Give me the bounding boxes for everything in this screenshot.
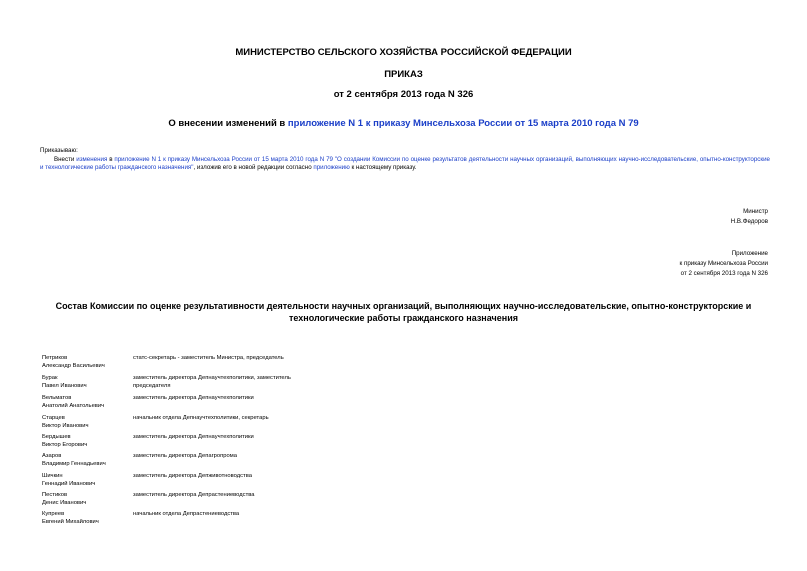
member-position: заместитель директора Депживотноводства <box>133 473 252 479</box>
member-name: Петриков Александр Васильевич <box>42 355 105 370</box>
order-word: Приказываю: <box>40 147 78 154</box>
commission-title-line1: Состав Комиссии по оценке результативности деятельности научных организаций, выполняющих научно-исследовательские, опытно-конструкторские и <box>55 301 752 311</box>
member-name: Азаров Владимир Геннадьевич <box>42 453 106 468</box>
appendix-link[interactable]: приложению <box>313 164 350 171</box>
order-paragraph <box>40 156 770 172</box>
member-name: Купреев Евгений Михайлович <box>42 511 99 526</box>
member-name: Старцев Виктор Иванович <box>42 415 89 430</box>
member-name: Шичкин Геннадий Иванович <box>42 473 96 488</box>
member-position: начальник отдела Депрастениеводства <box>133 511 240 517</box>
appendix-note-line1: Приложение <box>731 250 768 257</box>
changes-link[interactable]: изменения <box>76 156 108 163</box>
member-position: заместитель директора Депагропрома <box>133 453 237 459</box>
member-position: заместитель директора Депнаучтехполитики <box>133 395 254 401</box>
paragraph-word: Внести <box>54 156 77 163</box>
appendix-order-link[interactable]: приложение N 1 к приказу Минсельхоза России от 15 марта 2010 года N 79 "О создании Комиссии по оценке результатов деятельности научных организаций, выполняющих научно-исследовательские, опытно-конструкторские и технологические работы гражданского назначения" <box>40 156 770 171</box>
member-position: начальник отдела Депнаучтехполитики, секретарь <box>133 415 269 421</box>
member-position: заместитель директора Депрастениеводства <box>133 492 255 498</box>
document-type: ПРИКАЗ <box>384 69 423 80</box>
document-date-number: от 2 сентября 2013 года N 326 <box>333 89 474 100</box>
member-position: заместитель директора Депнаучтехполитики <box>133 434 254 440</box>
paragraph-mid: в <box>107 156 115 163</box>
paragraph-after: , изложив его в новой редакции согласно <box>193 164 314 171</box>
signature-title: Министр <box>743 208 768 215</box>
member-name: Бердышев Виктор Егорович <box>42 434 88 449</box>
member-name: Вельматов Анатолий Анатольевич <box>42 395 105 410</box>
commission-title-line2: технологические работы гражданского назначения <box>289 313 518 323</box>
member-position: статс-секретарь - заместитель Министра, председатель <box>133 355 284 361</box>
appendix-note-line3: от 2 сентября 2013 года N 326 <box>680 270 768 277</box>
paragraph-end: к настоящему приказу. <box>349 164 417 171</box>
member-position: заместитель директора Депнаучтехполитики, заместитель председателя <box>133 375 291 390</box>
signature-name: Н.В.Федоров <box>730 218 768 225</box>
document-subject <box>0 118 807 129</box>
appendix-note-line2: к приказу Минсельхоза России <box>679 260 768 267</box>
subject-link[interactable]: приложение N 1 к приказу Минсельхоза России от 15 марта 2010 года N 79 <box>287 118 639 129</box>
member-name: Бурак Павел Иванович <box>42 375 87 390</box>
member-name: Пестиков Денис Иванович <box>42 492 87 507</box>
ministry-title: МИНИСТЕРСТВО СЕЛЬСКОГО ХОЗЯЙСТВА РОССИЙСКОЙ ФЕДЕРАЦИИ <box>235 47 572 58</box>
subject-prefix: О внесении изменений в <box>168 118 288 129</box>
